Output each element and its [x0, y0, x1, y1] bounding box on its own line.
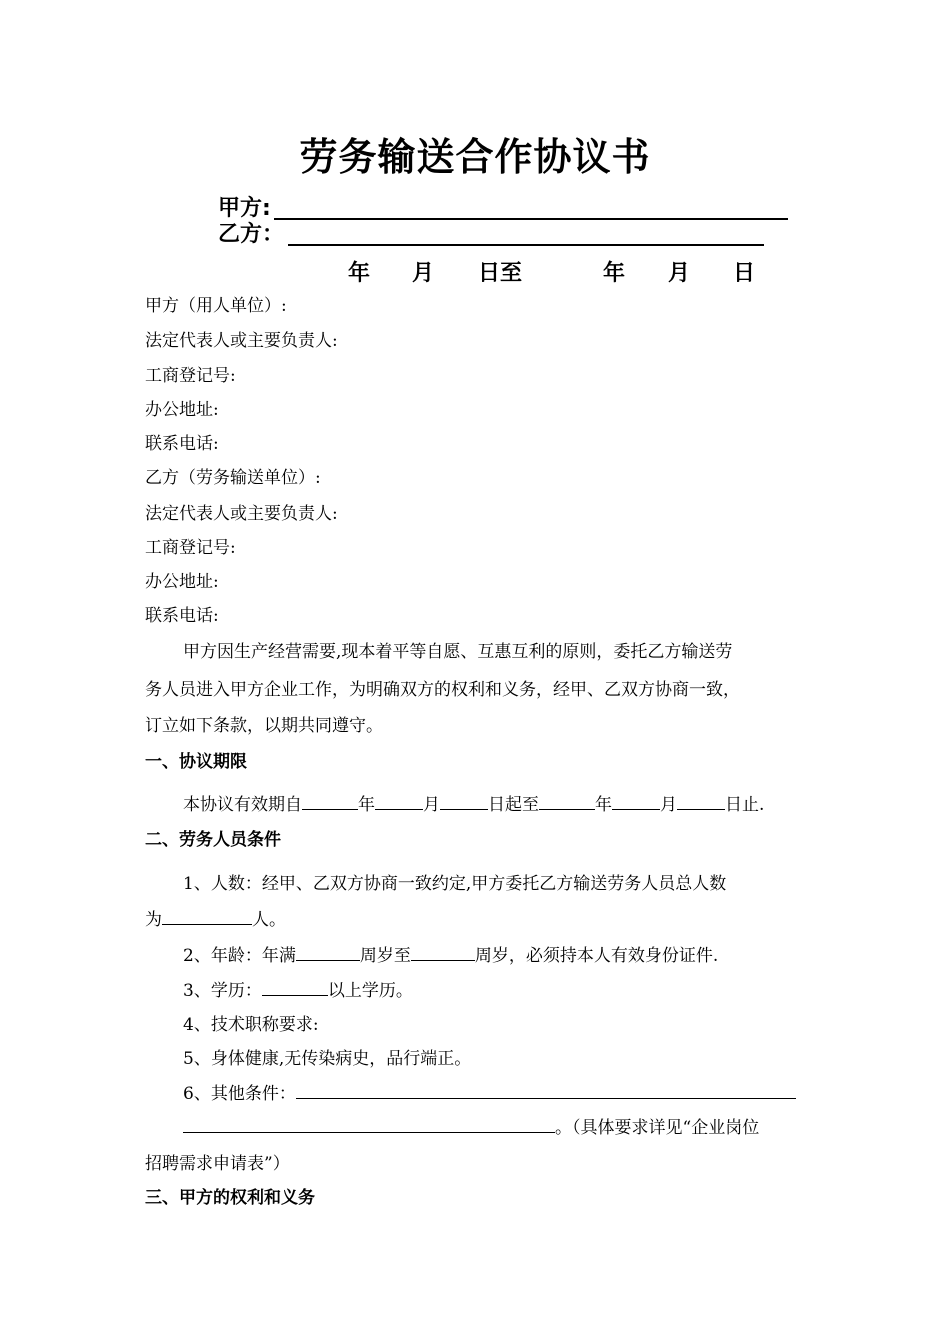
- condition-1-suffix: 人。: [252, 910, 286, 930]
- condition-6-note-end: 招聘需求申请表”）: [145, 1154, 290, 1174]
- party-a-label: 甲方:: [218, 196, 271, 221]
- term-text-f: 月: [660, 795, 677, 815]
- term-text-d: 日起至: [488, 795, 539, 815]
- party-b-reg-no: 工商登记号:: [145, 538, 236, 558]
- other-conditions-note: 。（具体要求详见“企业岗位: [555, 1118, 760, 1138]
- age-text-a: 2、年龄：年满: [183, 946, 296, 966]
- date-day-to: 日至: [478, 261, 523, 286]
- section-1-term-line: [183, 793, 764, 817]
- date-year-end: 年: [603, 261, 626, 286]
- party-b-underline: [288, 244, 764, 246]
- end-month-blank: [612, 793, 660, 810]
- education-blank: [262, 979, 328, 996]
- preamble-line-3: 订立如下条款，以期共同遵守。: [145, 716, 383, 736]
- start-year-blank: [302, 793, 358, 810]
- condition-6-other: [183, 1082, 796, 1106]
- party-a-reg-no: 工商登记号:: [145, 366, 236, 386]
- condition-5-health: 5、身体健康,无传染病史，品行端正。: [183, 1049, 472, 1069]
- date-month-start: 月: [412, 261, 435, 286]
- other-conditions-label: 6、其他条件：: [183, 1084, 296, 1104]
- term-text-c: 月: [423, 795, 440, 815]
- condition-2-age: [183, 944, 718, 968]
- party-b-label: 乙方：: [218, 222, 285, 247]
- party-a-underline: [274, 218, 788, 220]
- condition-4-qualification: 4、技术职称要求:: [183, 1015, 319, 1035]
- education-text-a: 3、学历：: [183, 981, 262, 1001]
- party-b-address: 办公地址:: [145, 572, 219, 592]
- term-text-b: 年: [358, 795, 375, 815]
- condition-1-prefix: 为: [145, 910, 162, 930]
- date-day-end: 日: [733, 261, 756, 286]
- term-text-g: 日止.: [725, 795, 765, 815]
- education-text-b: 以上学历。: [327, 981, 413, 1001]
- party-a-heading: 甲方（用人单位）:: [145, 296, 287, 316]
- age-text-c: 周岁，必须持本人有效身份证件.: [474, 946, 719, 966]
- condition-1-line-1: 1、人数：经甲、乙双方协商一致约定,甲方委托乙方输送劳务人员总人数: [183, 874, 727, 894]
- party-a-signature-line: [218, 196, 271, 222]
- preamble-line-2: 务人员进入甲方企业工作，为明确双方的权利和义务，经甲、乙双方协商一致，: [145, 680, 740, 700]
- min-age-blank: [296, 944, 360, 961]
- party-b-signature-line: [218, 222, 284, 248]
- date-year-start: 年: [348, 261, 371, 286]
- party-b-phone: 联系电话:: [145, 606, 219, 626]
- document-title: 劳务输送合作协议书: [299, 135, 651, 179]
- preamble-line-1: 甲方因生产经营需要,现本着平等自愿、互惠互利的原则，委托乙方输送劳: [183, 642, 733, 662]
- start-day-blank: [440, 793, 488, 810]
- party-a-phone: 联系电话:: [145, 434, 219, 454]
- term-text-e: 年: [595, 795, 612, 815]
- age-text-b: 周岁至: [359, 946, 411, 966]
- section-1-heading: 一、协议期限: [145, 752, 247, 772]
- party-b-heading: 乙方（劳务输送单位）:: [145, 468, 321, 488]
- contract-date-range: [0, 256, 950, 284]
- condition-6-continued: [183, 1116, 759, 1140]
- section-3-heading: 三、甲方的权利和义务: [145, 1188, 315, 1208]
- date-month-end: 月: [668, 261, 691, 286]
- end-day-blank: [677, 793, 725, 810]
- party-b-legal-rep: 法定代表人或主要负责人:: [145, 504, 338, 524]
- end-year-blank: [539, 793, 595, 810]
- party-a-legal-rep: 法定代表人或主要负责人:: [145, 331, 338, 351]
- term-text-a: 本协议有效期自: [183, 795, 302, 815]
- headcount-blank: [162, 908, 252, 925]
- start-month-blank: [375, 793, 423, 810]
- max-age-blank: [411, 944, 475, 961]
- condition-1-line-2: [145, 908, 286, 932]
- other-conditions-blank-1: [296, 1082, 796, 1099]
- condition-3-education: [183, 979, 413, 1003]
- party-a-address: 办公地址:: [145, 400, 219, 420]
- section-2-heading: 二、劳务人员条件: [145, 830, 281, 850]
- other-conditions-blank-2: [183, 1116, 555, 1133]
